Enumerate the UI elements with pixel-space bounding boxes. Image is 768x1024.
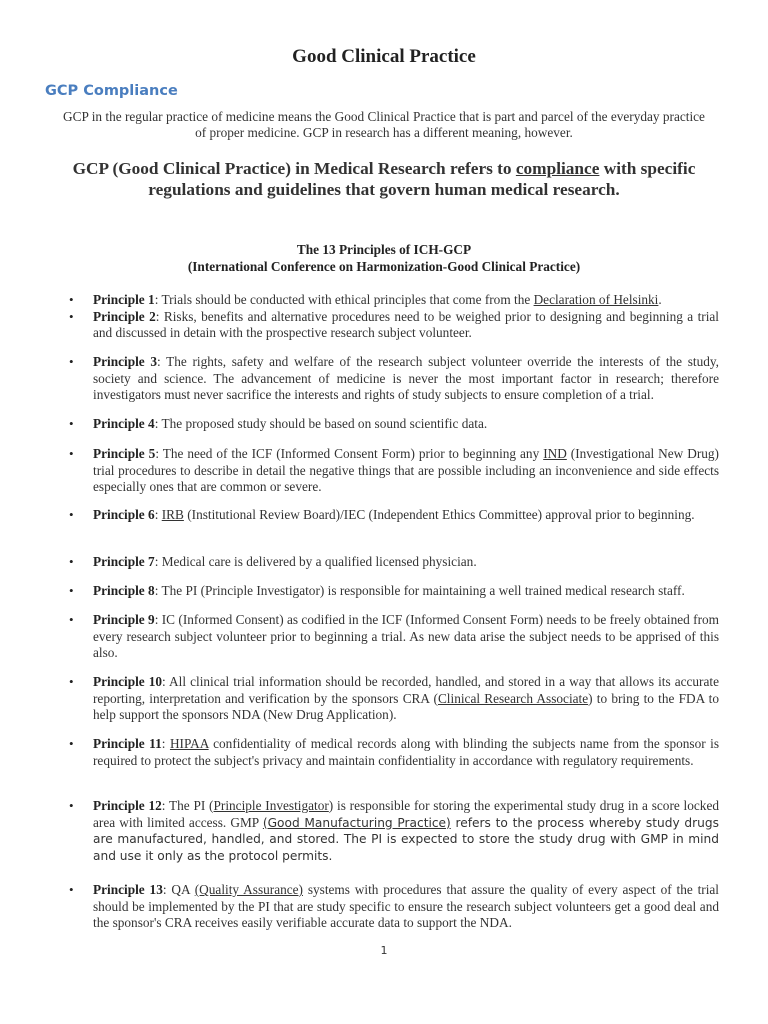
principle-text: : Trials should be conducted with ethical principles that come from the (154, 292, 534, 307)
principle-text: : The PI ( (161, 798, 214, 813)
principle-6 (69, 507, 719, 524)
principle-text: refers to the process whereby study drugs are manufactured, handled, and stored. The PI is expected to store the study drug with GMP in mind and use it only as the protocol permits. (93, 815, 719, 863)
principle-text: : Risks, benefits and alternative procedures need to be weighed prior to designing and beginning a trial and discussed in detain with the prospective research subject volunteer. (93, 308, 719, 341)
section-heading: GCP Compliance (45, 83, 178, 99)
principle-12 (69, 798, 719, 864)
principle-text: : The need of the ICF (Informed Consent Form) prior to beginning any (155, 446, 544, 461)
principle-label: Principle 5 (93, 446, 156, 461)
principle-label: Principle 1 (93, 292, 155, 307)
bullet-icon: • (69, 446, 74, 461)
lead-part-1: GCP (Good Clinical Practice) in Medical Research refers to (72, 159, 516, 178)
bullet-icon: • (69, 416, 74, 431)
principle-text: (Institutional Review Board)/IEC (Independent Ethics Committee) approval prior to beginning. (183, 507, 695, 522)
principle-label: Principle 4 (93, 416, 155, 431)
bullet-icon: • (69, 354, 74, 369)
principle-text: : The proposed study should be based on sound scientific data. (154, 416, 488, 431)
principle-label: Principle 13 (93, 882, 163, 897)
subtitle-line-1: The 13 Principles of ICH-GCP (296, 242, 472, 257)
bullet-icon: • (69, 882, 74, 897)
principle-text: : QA (162, 882, 195, 897)
principle-text: . (658, 292, 662, 307)
principle-9 (69, 612, 719, 662)
bullet-icon: • (69, 736, 74, 751)
lead-part-2: with specific regulations and guidelines that govern human medical research. (148, 159, 696, 199)
bullet-icon: • (69, 292, 74, 307)
principle-text: : The rights, safety and welfare of the research subject volunteer override the interests of the study, society and science. The advancement of medicine is never the most important factor in research; therefore investigators must never sacrifice the interests and rights of study subjects to ensure completion of a trial. (93, 354, 719, 403)
principle-3 (69, 354, 719, 404)
principle-label: Principle 8 (93, 583, 155, 598)
principle-text: systems with procedures that assure the quality of every aspect of the trial should be implemented by the PI that are study specific to ensure the research subject volunteers get a good deal and the sponsor's CRA receives easily verifiable accurate data to support the NDA. (93, 882, 720, 931)
principle-text: ) to bring to the FDA to help support the sponsors NDA (New Drug Application). (93, 690, 719, 723)
declaration-of-helsinki-link[interactable]: Declaration of Helsinki (533, 292, 659, 307)
lead-statement (50, 158, 718, 200)
principle-label: Principle 2 (93, 308, 156, 324)
bullet-icon: • (69, 308, 74, 324)
principle-text: : All clinical trial information should be recorded, handled, and stored in a way that allows its accurate reporting, interpretation and verification by the sponsors CRA ( (93, 674, 719, 706)
principle-text: : The PI (Principle Investigator) is responsible for maintaining a well trained medical research staff. (154, 583, 685, 598)
principle-investigator-link[interactable]: Principle Investigator (213, 798, 329, 813)
principles-subtitle (0, 241, 768, 275)
bullet-icon: • (69, 612, 74, 627)
principle-label: Principle 7 (93, 554, 155, 569)
irb-link[interactable]: IRB (161, 507, 184, 522)
principle-text: : (154, 507, 162, 522)
principle-text: : Medical care is delivered by a qualified licensed physician. (154, 554, 477, 569)
ind-link[interactable]: IND (543, 446, 567, 461)
principle-7 (69, 554, 719, 571)
principle-11 (69, 736, 719, 769)
principle-8 (69, 583, 719, 600)
bullet-icon: • (69, 674, 74, 689)
hipaa-link[interactable]: HIPAA (169, 736, 209, 751)
compliance-term: compliance (515, 159, 600, 178)
principle-10 (69, 674, 719, 724)
principle-label: Principle 3 (93, 354, 158, 369)
principle-2 (69, 308, 719, 342)
quality-assurance-link[interactable]: (Quality Assurance) (194, 882, 303, 897)
principle-1 (69, 292, 719, 309)
principle-text: confidentiality of medical records along with blinding the subjects name from the sponsor is required to protect the subject's privacy and maintain confidentiality in accordance with regulatory requirements. (93, 736, 719, 768)
good-manufacturing-practice-link[interactable]: (Good Manufacturing Practice) (262, 815, 451, 830)
bullet-icon: • (69, 554, 74, 569)
bullet-icon: • (69, 583, 74, 598)
bullet-icon: • (69, 798, 74, 813)
principle-label: Principle 12 (93, 798, 162, 813)
principle-label: Principle 11 (93, 736, 162, 751)
principle-text: : IC (Informed Consent) as codified in the ICF (Informed Consent Form) needs to be freely obtained from every research subject volunteer prior to beginning a trial. As new data arise the subject needs to be apprised of this also. (93, 612, 719, 661)
principle-label: Principle 9 (93, 612, 155, 627)
intro-line-1: GCP in the regular practice of medicine means the Good Clinical Practice that is part and parcel of the everyday practice (63, 109, 705, 124)
clinical-research-associate-link[interactable]: Clinical Research Associate (437, 690, 589, 706)
principle-13 (69, 882, 720, 932)
principle-text: : (161, 736, 170, 751)
page-number: 1 (380, 944, 388, 957)
principle-text: (Investigational New Drug) trial procedures to describe in detail the negative things that are possible including an inconvenience and side effects especially ones that are common or severe. (93, 446, 719, 495)
principle-5 (69, 446, 719, 496)
intro-paragraph (40, 109, 728, 141)
principle-label: Principle 10 (93, 674, 163, 689)
intro-line-2: of proper medicine. GCP in research has a different meaning, however. (195, 125, 573, 140)
principle-4 (69, 416, 719, 433)
principle-text: ) is responsible for storing the experimental study drug in a score locked area with limited access. GMP (93, 798, 719, 830)
principle-label: Principle 6 (93, 507, 155, 522)
bullet-icon: • (69, 507, 74, 522)
page-title: Good Clinical Practice (292, 46, 476, 67)
subtitle-line-2: (International Conference on Harmonization-Good Clinical Practice) (187, 259, 581, 274)
